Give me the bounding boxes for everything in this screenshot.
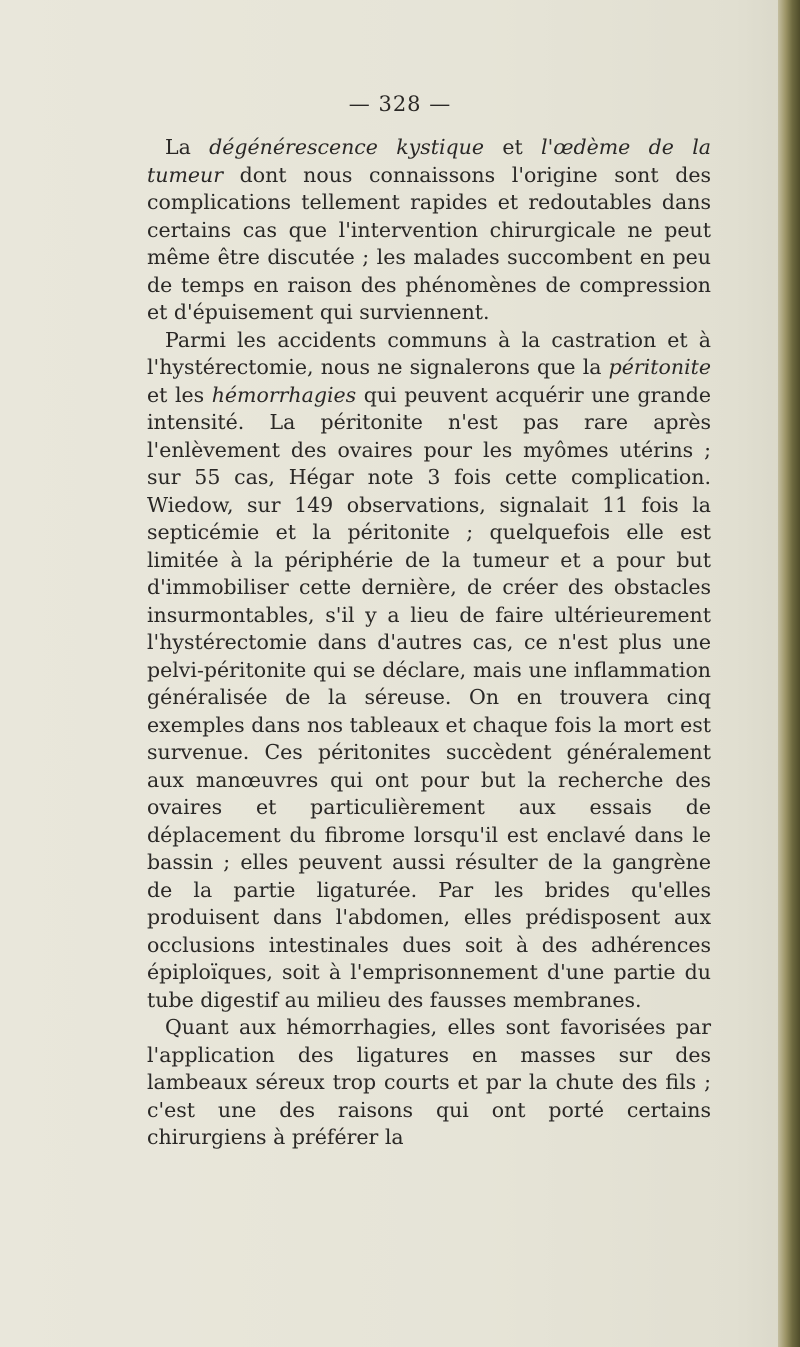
text-run: Parmi les accidents communs à la castration et à l'hystérectomie, nous ne signalerons que la — [147, 327, 711, 379]
italic-term: l'œdème de la tumeur — [147, 135, 711, 187]
paragraph — [147, 327, 711, 1015]
italic-term: dégénérescence kystique — [209, 135, 484, 159]
body-text — [147, 134, 711, 1152]
page-number: — 328 — — [348, 92, 452, 116]
text-run: qui peuvent acquérir une grande intensité. La péritonite n'est pas rare après l'enlèvement des ovaires pour les myômes utérins ; sur 55 cas, Hégar note 3 fois cette complication. Wiedow, sur 149 observations, signalait 11 fois la septicémie et la péritonite ; quelquefois elle est limitée à la périphérie de la tumeur et a pour but d'immobiliser cette dernière, de créer des obstacles insurmontables, s'il y a lieu de faire ultérieurement l'hystérectomie dans d'autres cas, ce n'est plus une pelvi-péritonite qui se déclare, mais une inflammation généralisée de la séreuse. On en trouvera cinq exemples dans nos tableaux et chaque fois la mort est survenue. Ces péritonites succèdent généralement aux manœuvres qui ont pour but la recherche des ovaires et particulièrement aux essais de déplacement du fibrome lorsqu'il est enclavé dans le bassin ; elles peuvent aussi résulter de la gangrène de la partie ligaturée. Par les brides qu'elles produisent dans l'abdomen, elles prédisposent aux occlusions intestinales dues soit à des adhérences épiploïques, soit à l'emprisonnement d'une partie du tube digestif au milieu des fausses membranes. — [147, 382, 711, 1012]
text-run: et — [484, 135, 542, 159]
page-edge — [778, 0, 800, 1347]
paragraph — [147, 134, 711, 327]
text-run: La — [165, 135, 210, 159]
paragraph — [147, 1014, 711, 1152]
text-run: Quant aux hémorrhagies, elles sont favorisées par l'application des ligatures en masses sur des lambeaux séreux trop courts et par la chute des fils ; c'est une des raisons qui ont porté certains chirurgiens à préférer la — [147, 1015, 711, 1149]
italic-term: hémorrhagies — [211, 382, 357, 407]
text-run: dont nous connaissons l'origine sont des complications tellement rapides et redoutables dans certains cas que l'intervention chirurgicale ne peut même être discutée ; les malades succombent en peu de temps en raison des phénomènes de compression et d'épuisement qui surviennent. — [147, 162, 711, 324]
text-run: et les — [147, 382, 212, 407]
italic-term: péritonite — [608, 355, 711, 379]
